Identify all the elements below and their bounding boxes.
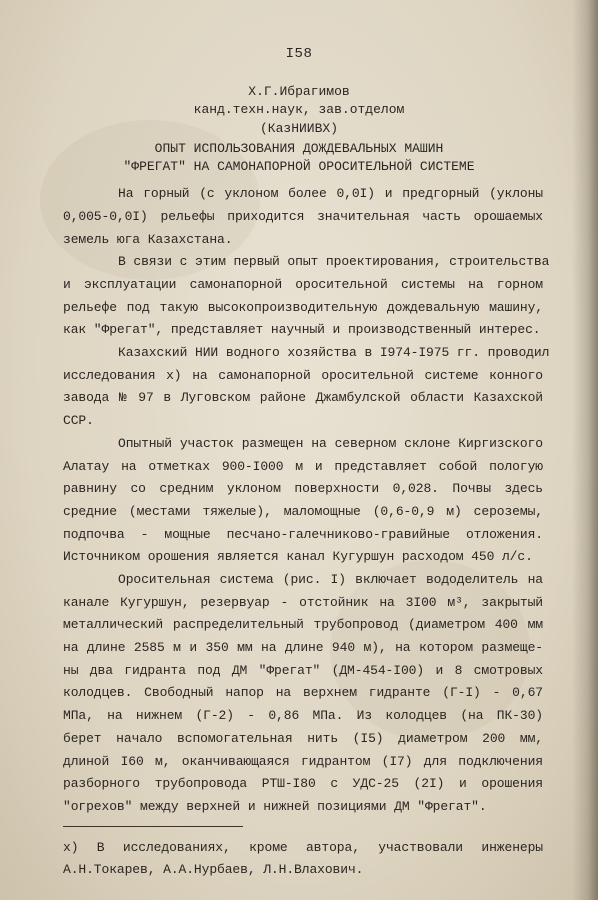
body-line: В связи с этим первый опыт проектирования, строительства bbox=[118, 254, 550, 269]
body-line: Алатау на отметках 900-I000 м и представляет собой пологую bbox=[63, 459, 543, 474]
body-line: Опытный участок размещен на северном склоне Киргизского bbox=[118, 436, 543, 451]
footnote-line: х) В исследованиях, кроме автора, участвовали инженеры bbox=[63, 840, 543, 855]
body-line: исследования х) на самонапорной оросительной системе конного bbox=[63, 368, 543, 383]
body-line: Источником орошения является канал Кугуршун расходом 450 л/с. bbox=[63, 549, 533, 564]
body-line: как "Фрегат", представляет научный и производственный интерес. bbox=[63, 322, 541, 337]
author-name: Х.Г.Ибрагимов bbox=[248, 84, 350, 99]
body-line: Казахский НИИ водного хозяйства в I974-I975 гг. проводил bbox=[118, 345, 550, 360]
body-line: берет начало вспомогательная нить (I5) диаметром 200 мм, bbox=[63, 731, 543, 746]
author-title: канд.техн.наук, зав.отделом bbox=[193, 102, 405, 117]
author-institution: (КазНИИВХ) bbox=[259, 121, 338, 136]
body-line: ССР. bbox=[63, 413, 94, 428]
page-number: I58 bbox=[285, 46, 313, 62]
body-line: МПа, на нижнем (Г-2) - 0,86 МПа. Из колодцев (на ПК-30) bbox=[63, 708, 543, 723]
body-line: завода № 97 в Луговском районе Джамбулской области Казахской bbox=[63, 390, 543, 405]
body-line: средние (местами тяжелые), маломощные (0,6-0,9 м) сероземы, bbox=[63, 504, 543, 519]
article-title-line-1: ОПЫТ ИСПОЛЬЗОВАНИЯ ДОЖДЕВАЛЬНЫХ МАШИН bbox=[154, 141, 444, 156]
body-line: Оросительная система (рис. I) включает вододелитель на bbox=[118, 572, 543, 587]
body-line: "огрехов" между верхней и нижней позициями ДМ "Фрегат". bbox=[63, 799, 487, 814]
body-line: канале Кугуршун, резервуар - отстойник на 3I00 м³, закрытый bbox=[63, 595, 543, 610]
body-line: разборного трубопровода РТШ-I80 с УДС-25 (2I) и орошения bbox=[63, 776, 543, 791]
body-line: на длине 2585 м и 350 мм на длине 940 м), на котором размеще- bbox=[63, 640, 543, 655]
body-line: рельефе под такую высокопроизводительную дождевальную машину, bbox=[63, 300, 543, 315]
body-line: длиной I60 м, оканчивающаяся гидрантом (I7) для подключения bbox=[63, 754, 543, 769]
body-line: 0,005-0,0I) рельефы приходится значительная часть орошаемых bbox=[63, 209, 543, 224]
footnote-line: А.Н.Токарев, А.А.Нурбаев, Л.Н.Влахович. bbox=[63, 862, 364, 877]
article-title-line-2: "ФРЕГАТ" НА САМОНАПОРНОЙ ОРОСИТЕЛЬНОЙ СИСТЕМЕ bbox=[123, 159, 475, 174]
body-line: подпочва - мощные песчано-галечниково-гравийные отложения. bbox=[63, 527, 543, 542]
body-line: и эксплуатации самонапорной оросительной системы на горном bbox=[63, 277, 543, 292]
footnote-divider bbox=[63, 826, 243, 827]
body-line: колодцев. Свободный напор на верхнем гидранте (Г-I) - 0,67 bbox=[63, 685, 543, 700]
body-line: ны два гидранта под ДМ "Фрегат" (ДМ-454-I00) и 8 смотровых bbox=[63, 663, 543, 678]
body-line: земель юга Казахстана. bbox=[63, 232, 233, 247]
body-line: металлический распределительный трубопровод (диаметром 400 мм bbox=[63, 617, 543, 632]
body-line: На горный (с уклоном более 0,0I) и предгорный (уклоны bbox=[118, 186, 543, 201]
body-line: равнину со средним уклоном поверхности 0,028. Почвы здесь bbox=[63, 481, 543, 496]
